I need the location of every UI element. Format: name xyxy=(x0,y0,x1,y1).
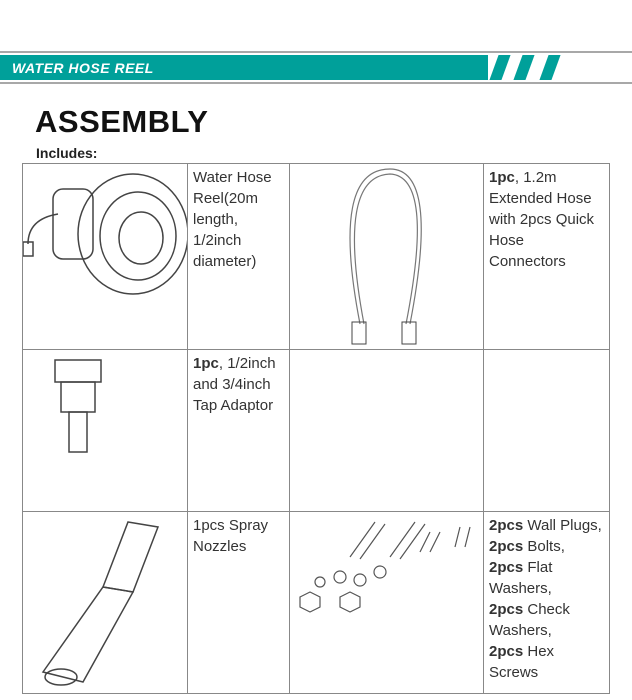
tap-adaptor-icon xyxy=(23,350,188,512)
stripe-decoration xyxy=(539,55,560,80)
hardware-desc: 2pcs Wall Plugs, 2pcs Bolts, 2pcs Flat Washers, 2pcs Check Washers, 2pcs Hex Screws xyxy=(484,512,610,694)
parts-table xyxy=(22,163,610,694)
bottom-rule xyxy=(0,82,632,84)
empty-cell xyxy=(290,350,484,512)
hose-reel-desc: Water Hose Reel(20m length, 1/2inch diameter) xyxy=(188,164,290,350)
tap-adaptor-desc: 1pc, 1/2inch and 3/4inch Tap Adaptor xyxy=(188,350,290,512)
header-band xyxy=(0,55,488,80)
extended-hose-icon xyxy=(290,164,484,350)
stripe-decoration xyxy=(489,55,510,80)
top-rule xyxy=(0,51,632,53)
page-title: ASSEMBLY xyxy=(35,104,209,139)
header-title: WATER HOSE REEL xyxy=(12,60,154,76)
spray-nozzle-desc: 1pcs Spray Nozzles xyxy=(188,512,290,694)
extended-hose-desc: 1pc, 1.2m Extended Hose with 2pcs Quick Hose Connectors xyxy=(484,164,610,350)
spray-nozzle-icon xyxy=(23,512,188,694)
stripe-decoration xyxy=(513,55,534,80)
hardware-icon xyxy=(290,512,484,694)
includes-label: Includes: xyxy=(36,145,98,161)
empty-cell xyxy=(484,350,610,512)
hose-reel-icon xyxy=(23,164,188,350)
